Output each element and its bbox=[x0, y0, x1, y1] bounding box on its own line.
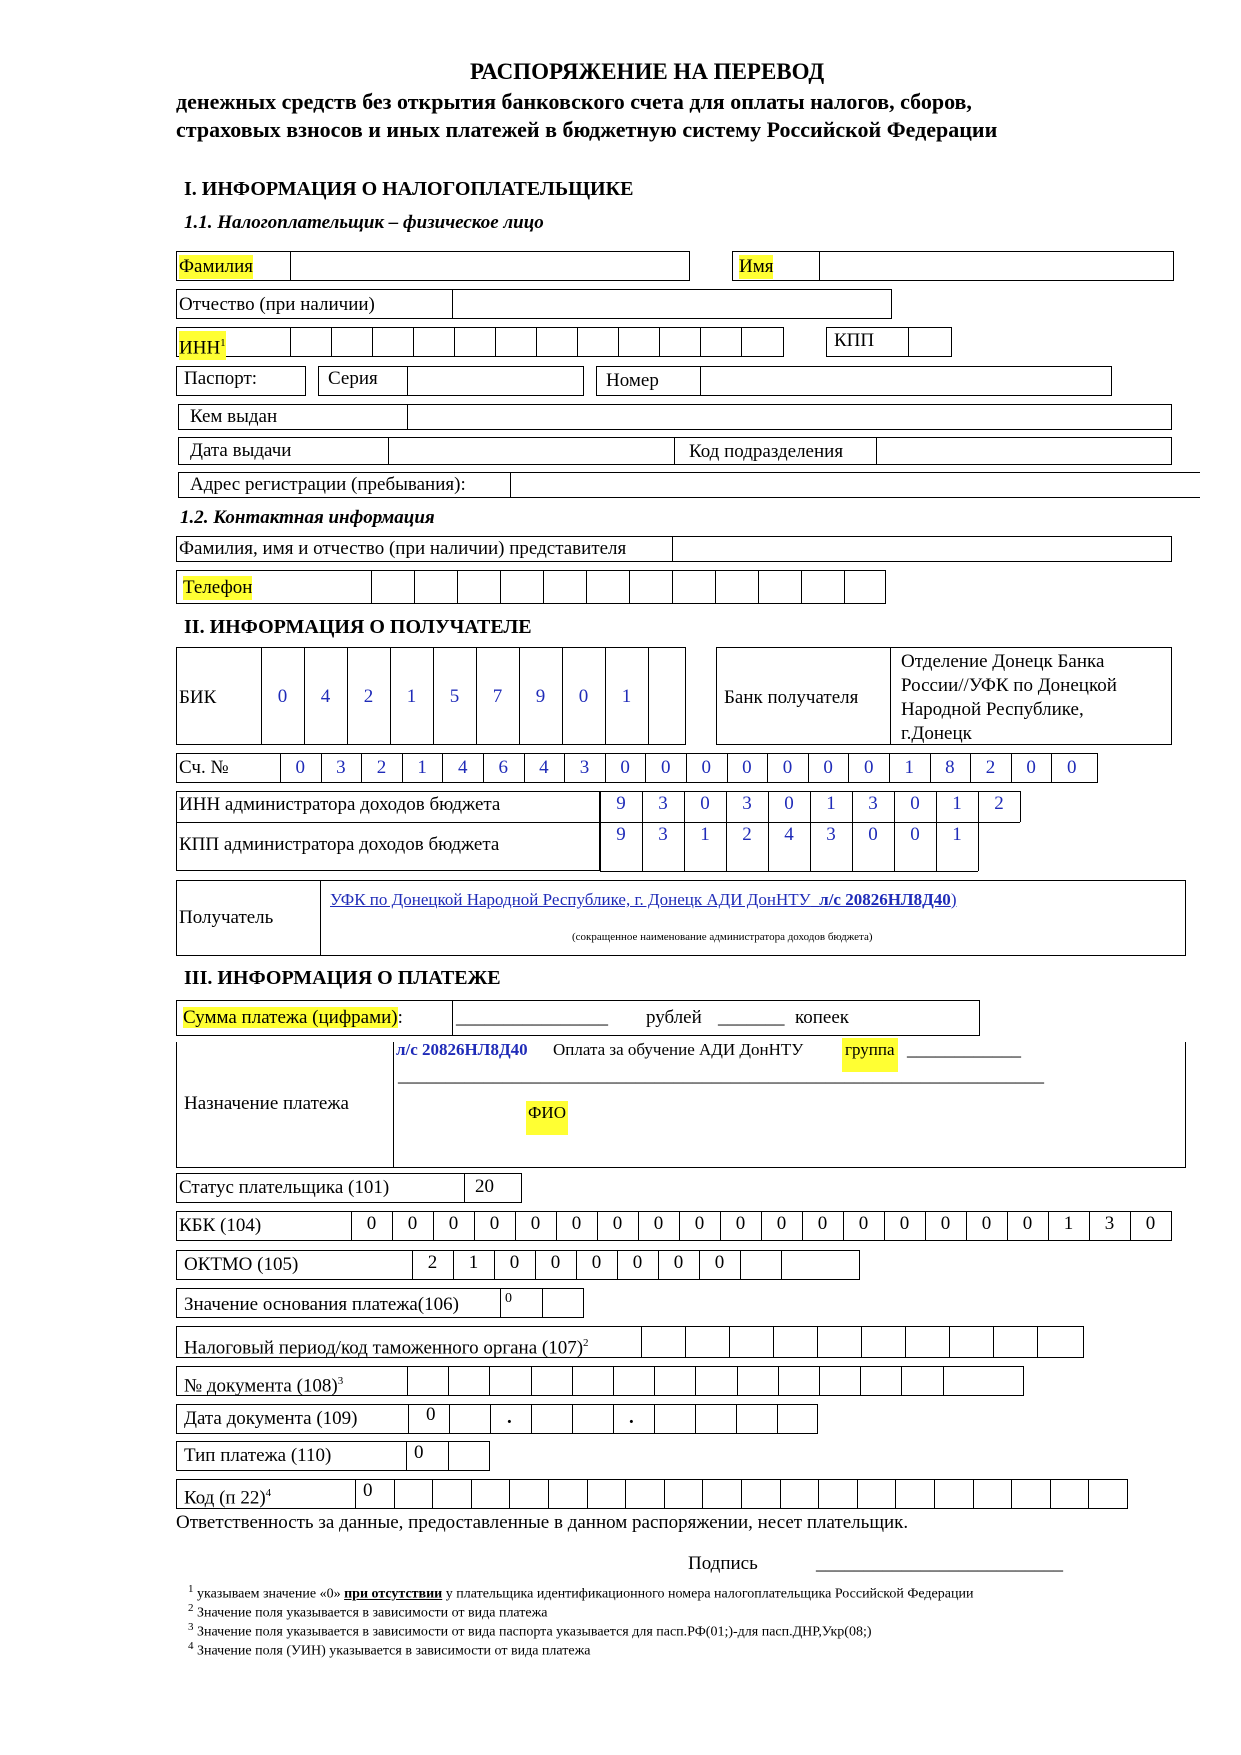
kbk-cell-10[interactable]: 0 bbox=[735, 1213, 746, 1234]
surname-label: Фамилия bbox=[179, 256, 254, 277]
cell-divider bbox=[531, 1366, 532, 1396]
group-field[interactable]: ____________ bbox=[907, 1039, 1021, 1060]
bank-name-line2: России//УФК по Донецкой bbox=[901, 675, 1117, 696]
divider bbox=[542, 1288, 543, 1318]
divider bbox=[178, 497, 1200, 498]
section1-title: I. ИНФОРМАЦИЯ О НАЛОГОПЛАТЕЛЬЩИКЕ bbox=[184, 178, 634, 200]
divider bbox=[510, 472, 511, 497]
code-row bbox=[176, 1479, 1128, 1509]
admin-kpp-label: КПП администратора доходов бюджета bbox=[179, 834, 500, 855]
cell-divider bbox=[737, 1366, 738, 1396]
cell-divider bbox=[777, 1404, 778, 1434]
number-field[interactable] bbox=[702, 368, 1110, 394]
cell-divider bbox=[372, 327, 373, 357]
cell-divider bbox=[572, 1366, 573, 1396]
bik-cell-1[interactable]: 0 bbox=[277, 686, 288, 707]
footnote-2-num: 2 bbox=[188, 1602, 194, 1614]
cell-divider bbox=[448, 1366, 449, 1396]
admin-kpp-cell-1[interactable]: 9 bbox=[616, 824, 626, 845]
cell-divider bbox=[1088, 1479, 1089, 1509]
kbk-cell-18[interactable]: 1 bbox=[1063, 1213, 1074, 1234]
section1-sub1: 1.1. Налогоплательщик – физическое лицо bbox=[184, 212, 544, 233]
divider bbox=[672, 536, 673, 562]
account-cell-2[interactable]: 3 bbox=[336, 757, 346, 778]
divider bbox=[674, 437, 675, 465]
cell-divider bbox=[973, 1479, 974, 1509]
number-label: Номер bbox=[606, 370, 659, 391]
sum-label-wrap bbox=[183, 1006, 403, 1030]
kbk-cell-13[interactable]: 0 bbox=[858, 1213, 869, 1234]
divider bbox=[388, 437, 389, 465]
cell-divider bbox=[509, 1479, 510, 1509]
rubles-label: рублей bbox=[646, 1007, 702, 1028]
cell-divider bbox=[531, 1404, 532, 1434]
cell-divider bbox=[672, 570, 673, 604]
oktmo-cell-1[interactable]: 2 bbox=[427, 1252, 438, 1273]
document-subtitle-line1: денежных средств без открытия банковского счета для оплаты налогов, сборов, bbox=[176, 89, 972, 114]
bank-label: Банк получателя bbox=[724, 687, 859, 708]
admin-inn-cell-9[interactable]: 1 bbox=[952, 793, 962, 814]
admin-inn-cell-1[interactable]: 9 bbox=[616, 793, 626, 814]
cell-divider bbox=[778, 1366, 779, 1396]
cell-divider bbox=[490, 1404, 491, 1434]
phone-row bbox=[176, 570, 886, 604]
divider bbox=[393, 1042, 394, 1168]
series-label: Серия bbox=[328, 368, 378, 389]
cell-divider bbox=[413, 327, 414, 357]
cell-divider bbox=[641, 1326, 642, 1358]
cell-divider bbox=[901, 1366, 902, 1396]
cell-divider bbox=[819, 1366, 820, 1396]
cell-divider bbox=[471, 1479, 472, 1509]
period-label: Налоговый период/код таможенного органа $(107)^2$ bbox=[184, 1337, 589, 1359]
issue-date-field[interactable] bbox=[390, 439, 672, 463]
cell-divider bbox=[495, 327, 496, 357]
document-subtitle-line2: страховых взносов и иных платежей в бюджетную систему Российской Федерации bbox=[176, 117, 998, 142]
kbk-cell-7[interactable]: 0 bbox=[612, 1213, 623, 1234]
cell-divider bbox=[978, 822, 979, 871]
divider bbox=[819, 251, 820, 281]
recipient-name bbox=[330, 888, 956, 912]
admin-inn-cell-6[interactable]: 1 bbox=[826, 793, 836, 814]
cell-divider bbox=[773, 1326, 774, 1358]
account-cell-1[interactable]: 0 bbox=[295, 757, 306, 778]
pay-type-value[interactable]: 0 bbox=[414, 1442, 424, 1463]
oktmo-cell-8[interactable]: 0 bbox=[714, 1252, 725, 1273]
kbk-cell-15[interactable]: 0 bbox=[940, 1213, 951, 1234]
cell-divider bbox=[1020, 791, 1021, 822]
cell-divider bbox=[654, 1366, 655, 1396]
divider bbox=[876, 437, 877, 465]
sum-colon: : bbox=[397, 1007, 403, 1028]
admin-inn-cell-8[interactable]: 0 bbox=[910, 793, 920, 814]
cell-divider bbox=[934, 1479, 935, 1509]
address-field[interactable] bbox=[512, 474, 1197, 496]
purpose-line2[interactable]: ____________________________________________________________________ bbox=[398, 1065, 1044, 1086]
cell-divider bbox=[659, 327, 660, 357]
cell-divider bbox=[715, 570, 716, 604]
cell-divider bbox=[817, 1326, 818, 1358]
cell-divider bbox=[543, 570, 544, 604]
cell-divider bbox=[857, 1479, 858, 1509]
oktmo-label: ОКТМО (105) bbox=[184, 1254, 299, 1275]
doc-date-value[interactable]: 0 bbox=[426, 1404, 436, 1425]
cell-divider bbox=[613, 1404, 614, 1434]
footnote-2-text: Значение поля указывается в зависимости от вида платежа bbox=[197, 1605, 548, 1621]
account-cell-19[interactable]: 0 bbox=[1026, 757, 1036, 778]
admin-kpp-cell-5[interactable]: 4 bbox=[784, 824, 794, 845]
kbk-cell-6[interactable]: 0 bbox=[571, 1213, 582, 1234]
account-cell-12[interactable]: 0 bbox=[742, 757, 752, 778]
cell-divider bbox=[618, 327, 619, 357]
account-cell-15[interactable]: 0 bbox=[863, 757, 874, 778]
cell-divider bbox=[943, 1366, 944, 1396]
cell-divider bbox=[454, 327, 455, 357]
cell-divider bbox=[949, 1326, 950, 1358]
cell-divider bbox=[905, 1326, 906, 1358]
footnote-4 bbox=[188, 1634, 590, 1664]
cell-divider bbox=[355, 1479, 356, 1509]
cell-divider bbox=[780, 1479, 781, 1509]
cell-divider bbox=[1050, 1479, 1051, 1509]
cell-divider bbox=[331, 327, 332, 357]
cell-divider bbox=[702, 1479, 703, 1509]
kbk-label: КБК (104) bbox=[179, 1215, 262, 1236]
cell-divider bbox=[572, 1404, 573, 1434]
admin-kpp-cell-4[interactable]: 2 bbox=[742, 824, 752, 845]
kpp-label: КПП bbox=[834, 330, 875, 351]
code-footnote-mark: 4 bbox=[265, 1487, 272, 1499]
document-title: РАСПОРЯЖЕНИЕ НА ПЕРЕВОД bbox=[470, 59, 825, 84]
divider bbox=[452, 1000, 453, 1036]
cell-divider bbox=[729, 1326, 730, 1358]
code-label: Код (п 22)$^4$ bbox=[184, 1487, 272, 1509]
footnote-1-post: у плательщика идентификационного номера налогоплательщика Российской Федерации bbox=[445, 1586, 974, 1602]
kbk-cell-16[interactable]: 0 bbox=[981, 1213, 992, 1234]
bik-cell-3[interactable]: 2 bbox=[363, 686, 374, 707]
kbk-cell-4[interactable]: 0 bbox=[489, 1213, 500, 1234]
cell-divider bbox=[700, 327, 701, 357]
bik-cell-5[interactable]: 5 bbox=[449, 686, 460, 707]
divider bbox=[290, 251, 291, 281]
admin-inn-cell-7[interactable]: 3 bbox=[868, 793, 878, 814]
division-code-field[interactable] bbox=[878, 439, 1170, 463]
section2-title: II. ИНФОРМАЦИЯ О ПОЛУЧАТЕЛЕ bbox=[184, 616, 532, 638]
account-cell-3[interactable]: 2 bbox=[376, 757, 387, 778]
doc-no-footnote-mark: 3 bbox=[337, 1375, 344, 1387]
divider bbox=[908, 327, 909, 357]
cell-divider bbox=[536, 327, 537, 357]
admin-kpp-cell-9[interactable]: 1 bbox=[952, 824, 962, 845]
bik-cell-7[interactable]: 9 bbox=[535, 686, 546, 707]
cell-divider bbox=[449, 1404, 450, 1434]
cell-divider bbox=[500, 570, 501, 604]
oktmo-cell-5[interactable]: 0 bbox=[591, 1252, 602, 1273]
cell-divider bbox=[654, 1404, 655, 1434]
account-cell-5[interactable]: 4 bbox=[457, 757, 468, 778]
divider bbox=[500, 1288, 501, 1318]
kbk-cell-11[interactable]: 0 bbox=[776, 1213, 787, 1234]
admin-inn-cell-4[interactable]: 3 bbox=[742, 793, 752, 814]
kbk-cell-20[interactable]: 0 bbox=[1145, 1213, 1156, 1234]
recipient-text: УФК по Донецкой Народной Республике, г. Донецк АДИ ДонНТУ bbox=[330, 890, 811, 909]
fio-label: ФИО bbox=[526, 1101, 568, 1135]
kbk-cell-2[interactable]: 0 bbox=[407, 1213, 418, 1234]
divider bbox=[452, 289, 453, 319]
admin-kpp-cell-8[interactable]: 0 bbox=[910, 824, 920, 845]
divider bbox=[407, 404, 408, 430]
footnote-1-bold: при отсутствии bbox=[344, 1586, 443, 1602]
cell-divider bbox=[600, 871, 978, 872]
cell-divider bbox=[993, 1326, 994, 1358]
admin-inn-cell-2[interactable]: 3 bbox=[658, 793, 668, 814]
kbk-cell-9[interactable]: 0 bbox=[694, 1213, 705, 1234]
divider bbox=[448, 1441, 449, 1471]
surname-field[interactable] bbox=[292, 253, 688, 279]
cell-divider bbox=[489, 1366, 490, 1396]
bik-cell-4[interactable]: 1 bbox=[406, 686, 417, 707]
doc-no-label: № документа $(108)^3$ bbox=[184, 1375, 344, 1397]
kbk-cell-8[interactable]: 0 bbox=[653, 1213, 664, 1234]
rubles-field[interactable]: ________________ bbox=[456, 1007, 608, 1028]
account-cell-11[interactable]: 0 bbox=[701, 757, 712, 778]
kbk-cell-5[interactable]: 0 bbox=[530, 1213, 541, 1234]
bik-cell-2[interactable]: 4 bbox=[320, 686, 331, 707]
recipient-note: (сокращенное наименование администратора доходов бюджета) bbox=[572, 931, 873, 943]
code-value[interactable]: 0 bbox=[363, 1480, 373, 1501]
account-cell-6[interactable]: 6 bbox=[498, 757, 509, 778]
kopecks-label: копеек bbox=[795, 1007, 850, 1028]
address-label: Адрес регистрации (пребывания): bbox=[190, 474, 466, 495]
cell-divider bbox=[625, 1479, 626, 1509]
issue-date-label: Дата выдачи bbox=[190, 440, 292, 461]
cell-divider bbox=[860, 1366, 861, 1396]
signature-field[interactable]: __________________________ bbox=[816, 1553, 1063, 1574]
account-cell-13[interactable]: 0 bbox=[782, 757, 793, 778]
issued-by-field[interactable] bbox=[409, 405, 1169, 429]
admin-inn-cell-10[interactable]: 2 bbox=[994, 793, 1004, 814]
admin-kpp-cell-3[interactable]: 1 bbox=[700, 824, 710, 845]
account-cell-20[interactable]: 0 bbox=[1066, 757, 1077, 778]
bik-cell-9[interactable]: 1 bbox=[621, 686, 632, 707]
patronymic-field[interactable] bbox=[454, 291, 890, 317]
sum-label: Сумма платежа (цифрами) bbox=[183, 1007, 398, 1028]
representative-field[interactable] bbox=[674, 538, 1169, 560]
recipient-paren: ) bbox=[950, 890, 957, 909]
oktmo-cell-3[interactable]: 0 bbox=[509, 1252, 520, 1273]
oktmo-cell-2[interactable]: 1 bbox=[468, 1252, 479, 1273]
purpose-text: Оплата за обучение АДИ ДонНТУ bbox=[553, 1040, 804, 1059]
cell-divider bbox=[613, 1366, 614, 1396]
cell-divider bbox=[1011, 1479, 1012, 1509]
divider bbox=[407, 366, 408, 396]
purpose-account: л/с 20826НЛ8Д40 bbox=[396, 1040, 528, 1059]
kbk-cell-3[interactable]: 0 bbox=[448, 1213, 459, 1234]
cell-divider bbox=[740, 1250, 741, 1280]
bank-name-line3: Народной Республике, bbox=[901, 699, 1084, 720]
purpose-label: Назначение платежа bbox=[184, 1093, 349, 1114]
cell-divider bbox=[685, 1326, 686, 1358]
admin-kpp-cell-6[interactable]: 3 bbox=[826, 824, 836, 845]
section3-title: III. ИНФОРМАЦИЯ О ПЛАТЕЖЕ bbox=[184, 967, 501, 989]
footnote-1-pre: указываем значение «0» bbox=[197, 1586, 341, 1602]
account-cell-17[interactable]: 8 bbox=[945, 757, 955, 778]
footnote-3-text: Значение поля указывается в зависимости от вида паспорта указывается для пасп.РФ(01;)-для пасп.ДНР,Укр(08;) bbox=[197, 1624, 872, 1640]
divider bbox=[320, 880, 321, 956]
cell-divider bbox=[695, 1404, 696, 1434]
kbk-cell-12[interactable]: 0 bbox=[817, 1213, 828, 1234]
admin-kpp-cell-2[interactable]: 3 bbox=[658, 824, 668, 845]
divider bbox=[178, 472, 179, 497]
doc-date-dot-1: . bbox=[507, 1407, 512, 1428]
account-label: Сч. № bbox=[179, 757, 229, 778]
admin-inn-label: ИНН администратора доходов бюджета bbox=[179, 794, 501, 815]
account-cell-10[interactable]: 0 bbox=[660, 757, 671, 778]
footnote-4-num: 4 bbox=[188, 1640, 194, 1652]
divider bbox=[890, 647, 891, 745]
series-field[interactable] bbox=[409, 368, 582, 394]
kbk-cell-14[interactable]: 0 bbox=[899, 1213, 910, 1234]
cell-divider bbox=[394, 1479, 395, 1509]
cell-divider bbox=[801, 570, 802, 604]
inn-footnote-mark: 1 bbox=[220, 337, 226, 349]
inn-label: ИНН$^1$ bbox=[179, 331, 226, 360]
status-value[interactable]: 20 bbox=[475, 1176, 494, 1197]
account-cell-14[interactable]: 0 bbox=[823, 757, 833, 778]
basis-label: Значение основания платежа(106) bbox=[184, 1294, 459, 1315]
cell-divider bbox=[548, 1479, 549, 1509]
cell-divider bbox=[695, 1366, 696, 1396]
kbk-cell-17[interactable]: 0 bbox=[1022, 1213, 1033, 1234]
admin-inn-cell-5[interactable]: 0 bbox=[784, 793, 794, 814]
admin-inn-cell-3[interactable]: 0 bbox=[700, 793, 710, 814]
bik-cell-6[interactable]: 7 bbox=[492, 686, 503, 707]
cell-divider bbox=[664, 1479, 665, 1509]
inn-row bbox=[176, 327, 784, 357]
footnote-3-num: 3 bbox=[188, 1621, 194, 1633]
cell-divider bbox=[741, 327, 742, 357]
cell-divider bbox=[736, 1404, 737, 1434]
cell-divider bbox=[587, 1479, 588, 1509]
cell-divider bbox=[741, 1479, 742, 1509]
bank-name-line1: Отделение Донецк Банка bbox=[901, 651, 1105, 672]
pay-type-label: Тип платежа (110) bbox=[184, 1445, 332, 1466]
bik-cell-8[interactable]: 0 bbox=[578, 686, 589, 707]
cell-divider bbox=[577, 327, 578, 357]
cell-divider bbox=[600, 822, 1020, 823]
kbk-cell-19[interactable]: 3 bbox=[1104, 1213, 1115, 1234]
cell-divider bbox=[818, 1479, 819, 1509]
recipient-account: л/с 20826НЛ8Д40 bbox=[819, 890, 951, 909]
cell-divider bbox=[629, 570, 630, 604]
doc-date-label: Дата документа (109) bbox=[184, 1408, 358, 1429]
name-field[interactable] bbox=[821, 253, 1172, 279]
account-cell-7[interactable]: 4 bbox=[539, 757, 549, 778]
division-code-label: Код подразделения bbox=[689, 441, 844, 462]
section1-sub2: 1.2. Контактная информация bbox=[180, 507, 435, 528]
cell-divider bbox=[586, 570, 587, 604]
divider bbox=[700, 366, 701, 396]
cell-divider bbox=[758, 570, 759, 604]
cell-divider bbox=[1037, 1326, 1038, 1358]
account-cell-8[interactable]: 3 bbox=[579, 757, 590, 778]
cell-divider bbox=[407, 1366, 408, 1396]
bik-label: БИК bbox=[179, 687, 217, 708]
signature-label: Подпись bbox=[688, 1553, 758, 1574]
passport-label: Паспорт: bbox=[184, 368, 258, 389]
kpp-field[interactable] bbox=[910, 329, 950, 355]
status-label: Статус плательщика (101) bbox=[179, 1177, 390, 1198]
cell-divider bbox=[432, 1479, 433, 1509]
patronymic-label: Отчество (при наличии) bbox=[179, 294, 375, 315]
recipient-label: Получатель bbox=[179, 907, 274, 928]
basis-value[interactable]: 0 bbox=[505, 1291, 512, 1306]
cell-divider bbox=[408, 1404, 409, 1434]
bank-name-line4: г.Донецк bbox=[901, 723, 972, 744]
cell-divider bbox=[844, 570, 845, 604]
phone-label: Телефон bbox=[183, 577, 253, 598]
oktmo-cell-7[interactable]: 0 bbox=[673, 1252, 684, 1273]
account-cell-18[interactable]: 2 bbox=[985, 757, 996, 778]
cell-divider bbox=[781, 1250, 782, 1280]
cell-divider bbox=[861, 1326, 862, 1358]
cell-divider bbox=[648, 647, 649, 745]
responsibility-note: Ответственность за данные, предоставленные в данном распоряжении, несет плательщик. bbox=[176, 1512, 909, 1533]
cell-divider bbox=[895, 1479, 896, 1509]
cell-divider bbox=[290, 327, 291, 357]
oktmo-cell-4[interactable]: 0 bbox=[550, 1252, 561, 1273]
cell-divider bbox=[371, 570, 372, 604]
issued-by-label: Кем выдан bbox=[190, 406, 278, 427]
doc-date-dot-2: . bbox=[629, 1407, 634, 1428]
account-cell-9[interactable]: 0 bbox=[620, 757, 630, 778]
divider bbox=[176, 822, 600, 823]
divider bbox=[464, 1173, 465, 1203]
cell-divider bbox=[414, 570, 415, 604]
divider bbox=[406, 1441, 407, 1471]
footnote-1-num: 1 bbox=[188, 1583, 194, 1595]
oktmo-cell-6[interactable]: 0 bbox=[632, 1252, 643, 1273]
representative-label: Фамилия, имя и отчество (при наличии) представителя bbox=[179, 538, 627, 559]
group-label: группа bbox=[842, 1038, 898, 1072]
cell-divider bbox=[457, 570, 458, 604]
admin-kpp-cell-7[interactable]: 0 bbox=[868, 824, 878, 845]
kbk-cell-1[interactable]: 0 bbox=[366, 1213, 377, 1234]
name-label: Имя bbox=[739, 256, 774, 277]
cell-divider bbox=[600, 791, 1020, 792]
account-cell-16[interactable]: 1 bbox=[904, 757, 915, 778]
footnote-4-text: Значение поля (УИН) указывается в зависимости от вида платежа bbox=[197, 1643, 591, 1659]
period-footnote-mark: 2 bbox=[583, 1337, 589, 1349]
kopecks-field[interactable]: _______ bbox=[718, 1007, 785, 1028]
account-cell-4[interactable]: 1 bbox=[417, 757, 427, 778]
